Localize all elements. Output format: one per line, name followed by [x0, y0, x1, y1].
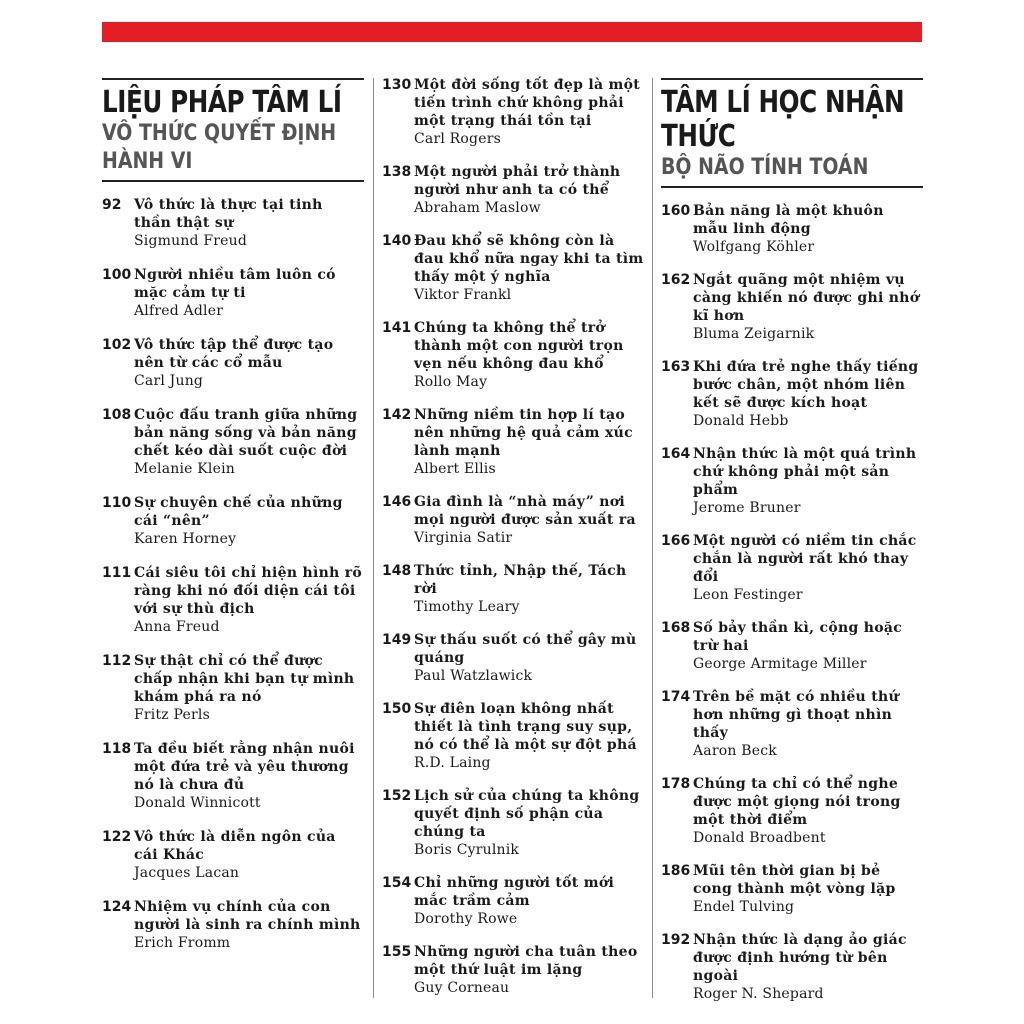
chapter-title: Nhận thức là một quá trình chứ không phải một sản phẩm [693, 446, 917, 498]
author-name: Dorothy Rowe [414, 911, 518, 927]
chapter-title: Người nhiều tâm luôn có mặc cảm tự ti [134, 267, 336, 301]
chapter-title: Một người phải trở thành người như anh ta có thể [414, 164, 621, 198]
chapter-title: Vô thức là thực tại tinh thần thật sự [134, 197, 323, 231]
toc-entry [382, 700, 644, 772]
chapter-title: Nhiệm vụ chính của con người là sinh ra chính mình [134, 899, 361, 933]
chapter-title: Đau khổ sẽ không còn là đau khổ nữa ngay khi ta tìm thấy một ý nghĩa [414, 233, 644, 285]
toc-entry [382, 76, 644, 148]
chapter-title: Khi đứa trẻ nghe thấy tiếng bước chân, một nhóm liên kết sẽ được kích hoạt [693, 359, 919, 411]
toc-entry [661, 688, 923, 760]
author-name: Donald Winnicott [134, 795, 261, 811]
toc-entry [102, 494, 364, 548]
author-name: Timothy Leary [414, 599, 520, 615]
section-header-psychotherapy [102, 78, 364, 182]
author-name: Boris Cyrulnik [414, 842, 520, 858]
section-title: TÂM LÍ HỌC NHẬN THỨC [661, 85, 905, 154]
page-number: 150 [382, 701, 412, 717]
section-header-cognitive [661, 78, 923, 188]
author-name: Abraham Maslow [414, 200, 541, 216]
author-name: Carl Jung [134, 373, 204, 389]
section-subtitle: VÔ THỨC QUYẾT ĐỊNH HÀNH VI [102, 121, 337, 174]
column-cognitive [661, 78, 923, 1018]
toc-entry [382, 406, 644, 478]
toc-entry [382, 787, 644, 859]
page-number: 100 [102, 267, 132, 283]
chapter-title: Chúng ta không thể trở thành một con người trọn vẹn nếu không đau khổ [414, 320, 624, 372]
chapter-title: Những người cha tuân theo một thứ luật im lặng [414, 944, 638, 978]
author-name: Alfred Adler [134, 303, 224, 319]
page-number: 146 [382, 494, 412, 510]
page-number: 140 [382, 233, 412, 249]
page-number: 148 [382, 563, 412, 579]
author-name: Erich Fromm [134, 935, 231, 951]
author-name: Virginia Satir [414, 530, 513, 546]
page-number: 92 [102, 197, 122, 213]
chapter-title: Gia đình là “nhà máy” nơi mọi người được sản xuất ra [414, 494, 636, 528]
author-name: Roger N. Shepard [693, 986, 824, 1002]
page-number: 142 [382, 407, 412, 423]
author-name: Viktor Frankl [414, 287, 512, 303]
chapter-title: Ta đều biết rằng nhận nuôi một đứa trẻ và yêu thương nó là chưa đủ [134, 741, 355, 793]
author-name: Jerome Bruner [693, 500, 801, 516]
page-number: 141 [382, 320, 412, 336]
author-name: Anna Freud [134, 619, 220, 635]
page-number: 166 [661, 533, 691, 549]
column-psychotherapy [102, 78, 364, 968]
toc-entry [382, 493, 644, 547]
column-divider [373, 78, 374, 998]
toc-entry [382, 874, 644, 928]
author-name: Leon Festinger [693, 587, 803, 603]
page-number: 192 [661, 932, 691, 948]
author-name: Endel Tulving [693, 899, 795, 915]
page-number: 108 [102, 407, 132, 423]
chapter-title: Những niềm tin hợp lí tạo nên những hệ quả cảm xúc lành mạnh [414, 407, 633, 459]
author-name: Karen Horney [134, 531, 237, 547]
toc-entry [661, 532, 923, 604]
page-number: 111 [102, 565, 132, 581]
page-number: 162 [661, 272, 691, 288]
chapter-title: Nhận thức là dạng ảo giác được định hướng từ bên ngoài [693, 932, 907, 984]
page-number: 152 [382, 788, 412, 804]
chapter-title: Sự điên loạn không nhất thiết là tình trạng suy sụp, nó có thể là một sự đột phá [414, 701, 637, 753]
author-name: George Armitage Miller [693, 656, 867, 672]
chapter-title: Vô thức tập thể được tạo nên từ các cổ mẫu [134, 337, 334, 371]
toc-entry [102, 828, 364, 882]
author-name: Donald Broadbent [693, 830, 826, 846]
toc-entry [102, 564, 364, 636]
toc-entry [661, 202, 923, 256]
toc-entry [661, 619, 923, 673]
page-number: 163 [661, 359, 691, 375]
column-humanistic [382, 78, 644, 1012]
toc-entry [661, 445, 923, 517]
section-title: LIỆU PHÁP TÂM LÍ [102, 85, 342, 120]
page-number: 154 [382, 875, 412, 891]
chapter-title: Chỉ những người tốt mới mắc trầm cảm [414, 875, 615, 909]
page-number: 186 [661, 863, 691, 879]
toc-entry [382, 943, 644, 997]
author-name: Guy Corneau [414, 980, 510, 996]
section-subtitle: BỘ NÃO TÍNH TOÁN [661, 155, 869, 180]
page-number: 124 [102, 899, 132, 915]
chapter-title: Số bảy thần kì, cộng hoặc trừ hai [693, 620, 903, 654]
toc-entry [102, 898, 364, 952]
page-number: 155 [382, 944, 412, 960]
chapter-title: Cuộc đấu tranh giữa những bản năng sống và bản năng chết kéo dài suốt cuộc đời [134, 407, 358, 459]
chapter-title: Bản năng là một khuôn mẫu linh động [693, 203, 884, 237]
chapter-title: Mũi tên thời gian bị bẻ cong thành một vòng lặp [693, 863, 896, 897]
author-name: R.D. Laing [414, 755, 491, 771]
chapter-title: Cái siêu tôi chỉ hiện hình rõ ràng khi nó đối diện cái tôi với sự thù địch [134, 565, 363, 617]
author-name: Melanie Klein [134, 461, 235, 477]
author-name: Rollo May [414, 374, 488, 390]
chapter-title: Chúng ta chỉ có thể nghe được một giọng nói trong một thời điểm [693, 776, 901, 828]
toc-list [661, 202, 923, 1003]
page-number: 160 [661, 203, 691, 219]
chapter-title: Vô thức là diễn ngôn của cái Khác [134, 829, 336, 863]
chapter-title: Một người có niềm tin chắc chắn là người rất khó thay đổi [693, 533, 917, 585]
toc-entry [102, 740, 364, 812]
red-header-bar [102, 22, 922, 42]
toc-entry [102, 196, 364, 250]
author-name: Wolfgang Köhler [693, 239, 815, 255]
chapter-title: Một đời sống tốt đẹp là một tiến trình chứ không phải một trạng thái tồn tại [414, 77, 641, 129]
toc-entry [102, 406, 364, 478]
author-name: Fritz Perls [134, 707, 210, 723]
page-number: 130 [382, 77, 412, 93]
page-number: 118 [102, 741, 132, 757]
chapter-title: Ngắt quãng một nhiệm vụ càng khiến nó được ghi nhớ kĩ hơn [693, 272, 920, 324]
column-divider [652, 78, 653, 998]
toc-entry [661, 931, 923, 1003]
chapter-title: Lịch sử của chúng ta không quyết định số phận của chúng ta [414, 788, 640, 840]
toc-entry [102, 336, 364, 390]
author-name: Bluma Zeigarnik [693, 326, 815, 342]
author-name: Aaron Beck [693, 743, 777, 759]
page-number: 168 [661, 620, 691, 636]
page-number: 174 [661, 689, 691, 705]
toc-entry [661, 358, 923, 430]
toc-entry [382, 163, 644, 217]
toc-entry [661, 271, 923, 343]
toc-entry [382, 631, 644, 685]
author-name: Donald Hebb [693, 413, 789, 429]
page-number: 164 [661, 446, 691, 462]
toc-list [382, 76, 644, 997]
chapter-title: Sự chuyên chế của những cái “nên” [134, 495, 343, 529]
author-name: Jacques Lacan [134, 865, 240, 881]
chapter-title: Trên bề mặt có nhiều thứ hơn những gì thoạt nhìn thấy [693, 689, 899, 741]
toc-entry [382, 319, 644, 391]
chapter-title: Thức tỉnh, Nhập thế, Tách rời [414, 563, 627, 597]
chapter-title: Sự thật chỉ có thể được chấp nhận khi bạn tự mình khám phá ra nó [134, 653, 355, 705]
author-name: Carl Rogers [414, 131, 501, 147]
page-number: 110 [102, 495, 132, 511]
page-number: 102 [102, 337, 132, 353]
author-name: Albert Ellis [414, 461, 496, 477]
author-name: Sigmund Freud [134, 233, 248, 249]
toc-entry [661, 862, 923, 916]
toc-entry [102, 266, 364, 320]
author-name: Paul Watzlawick [414, 668, 533, 684]
page-number: 178 [661, 776, 691, 792]
page-number: 112 [102, 653, 132, 669]
toc-entry [102, 652, 364, 724]
page-number: 149 [382, 632, 412, 648]
toc-list [102, 196, 364, 952]
chapter-title: Sự thấu suốt có thể gây mù quáng [414, 632, 637, 666]
toc-entry [382, 562, 644, 616]
page-number: 138 [382, 164, 412, 180]
toc-entry [661, 775, 923, 847]
page-number: 122 [102, 829, 132, 845]
toc-entry [382, 232, 644, 304]
